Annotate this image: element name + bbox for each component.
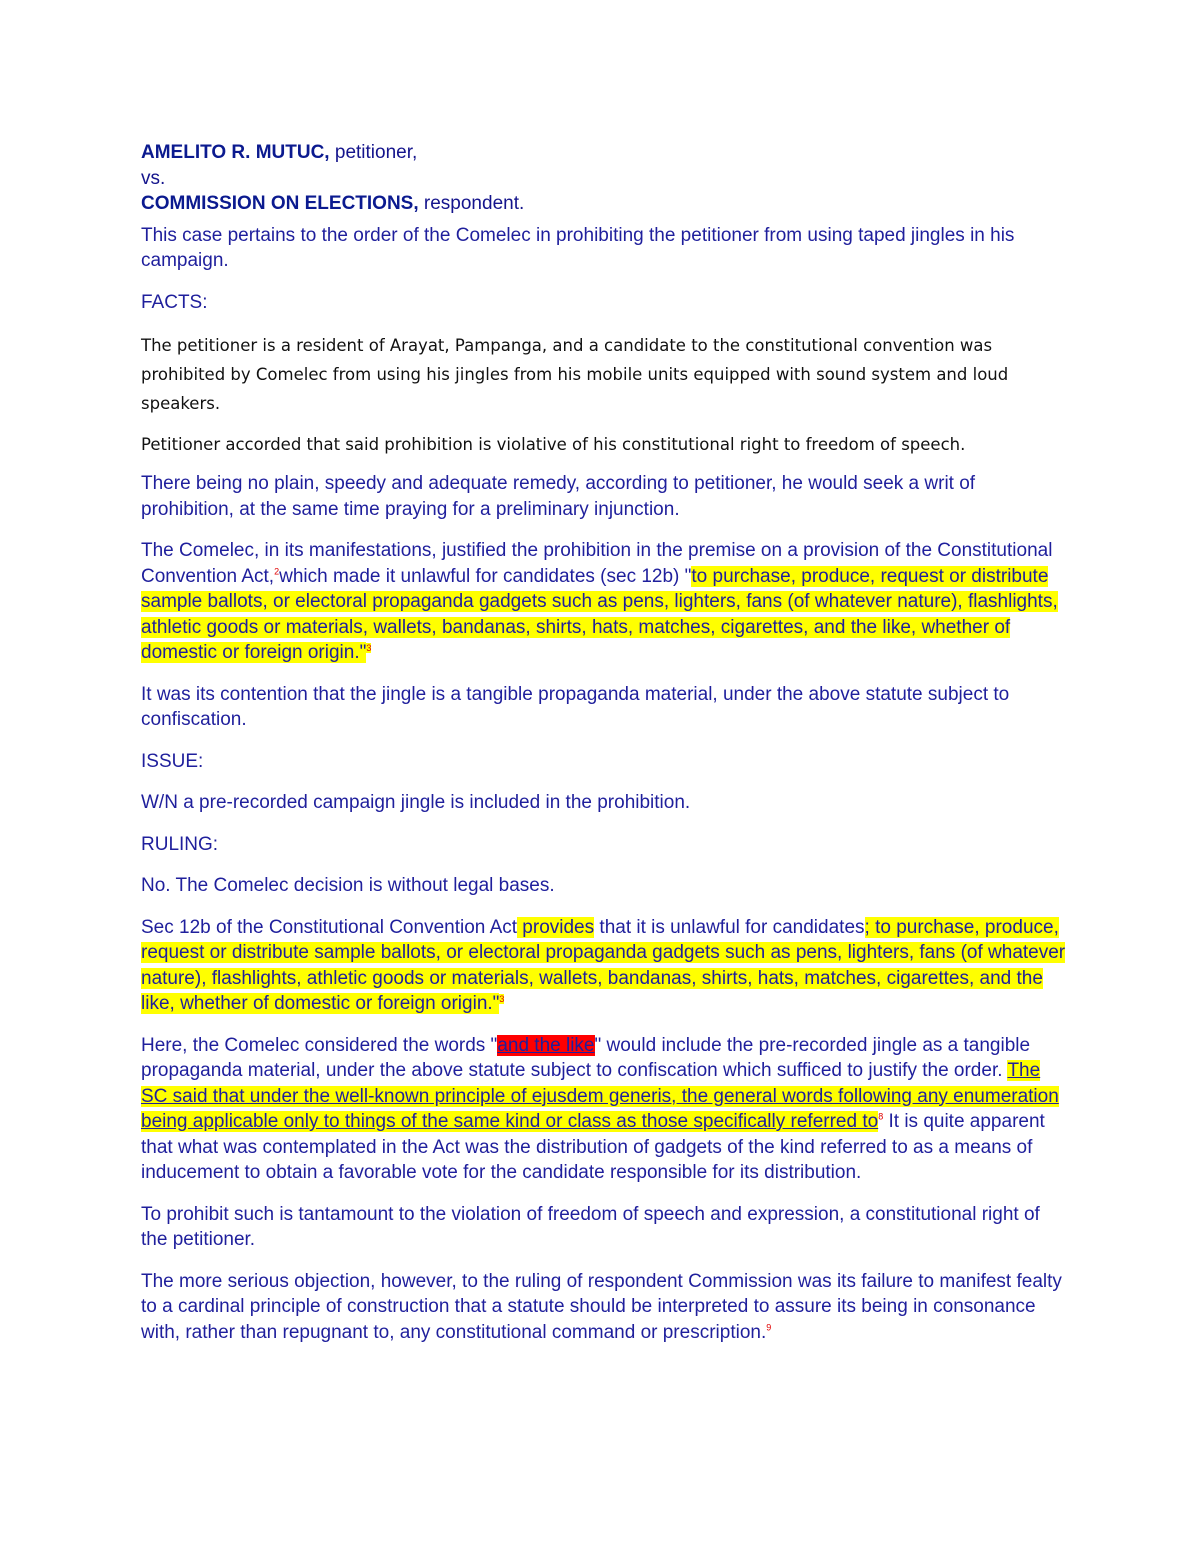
- and-the-like-highlight: and the like: [497, 1034, 595, 1056]
- case-caption: [141, 140, 1066, 217]
- ruling-p3-text-c: It is quite apparent that what was contemplated in the Act was the distribution of gadgets of the kind referred to as a means of inducement to obtain a favorable vote for the candidate responsible for its distribution.: [141, 1111, 1045, 1183]
- ruling-paragraph-1: No. The Comelec decision is without legal bases.: [141, 875, 555, 896]
- facts-heading: FACTS:: [141, 291, 208, 313]
- facts-p4-text-b: which made it unlawful for candidates (sec 12b) ": [279, 565, 692, 587]
- issue-text: W/N a pre-recorded campaign jingle is included in the prohibition.: [141, 792, 691, 813]
- footnote-marker[interactable]: 9: [766, 1322, 772, 1333]
- versus-label: vs.: [141, 167, 166, 189]
- ruling-p3-text-a: Here, the Comelec considered the words ": [141, 1034, 498, 1056]
- petitioner-name: AMELITO R. MUTUC,: [141, 142, 330, 163]
- footnote-marker[interactable]: 8: [878, 1111, 884, 1122]
- footnote-marker[interactable]: 3: [499, 993, 505, 1004]
- facts-paragraph-1: The petitioner is a resident of Arayat, Pampanga, and a candidate to the constitutional convention was prohibited by Comelec from using his jingles from his mobile units equipped with sound system and loud speakers.: [141, 336, 1009, 413]
- petitioner-role: petitioner,: [329, 142, 418, 163]
- statute-quote-highlight: to purchase, produce, request or distribute sample ballots, or electoral propaganda gadgets such as pens, lighters, fans (of whatever nature), flashlights, athletic goods or materials, wallets, bandanas, shirts, hats, matches, cigarettes, and the like, whether of domestic or foreign origin.": [141, 565, 1058, 663]
- ruling-p3-text-b: " would include the pre-recorded jingle as a tangible propaganda material, under the above statute subject to confiscation which sufficed to justify the order.: [141, 1034, 1031, 1081]
- ruling-paragraph-2: [141, 915, 1066, 1017]
- facts-p4-text-a: The Comelec, in its manifestations, justified the prohibition in the premise on a provision of the Constitutional Convention Act,: [141, 540, 1053, 587]
- provides-highlight: provides: [517, 916, 595, 938]
- document-page: [141, 140, 1066, 1361]
- ruling-paragraph-3: [141, 1033, 1066, 1186]
- ruling-p2-text-b: that it is unlawful for candidates: [594, 916, 865, 938]
- ejusdem-generis-highlight: The SC said that under the well-known principle of ejusdem generis, the general words following any enumeration being applicable only to things of the same kind or class as those specifically referred to: [141, 1060, 1059, 1132]
- intro-paragraph: This case pertains to the order of the Comelec in prohibiting the petitioner from using taped jingles in his campaign.: [141, 224, 1015, 271]
- ruling-paragraph-4: To prohibit such is tantamount to the violation of freedom of speech and expression, a constitutional right of the petitioner.: [141, 1203, 1040, 1250]
- ruling-heading: RULING:: [141, 833, 219, 855]
- respondent-name: COMMISSION ON ELECTIONS,: [141, 193, 419, 214]
- facts-paragraph-4: [141, 538, 1066, 666]
- facts-paragraph-5: It was its contention that the jingle is a tangible propaganda material, under the above statute subject to confiscation.: [141, 683, 1010, 730]
- respondent-role: respondent.: [418, 193, 525, 214]
- ruling-p5-text: The more serious objection, however, to the ruling of respondent Commission was its failure to manifest fealty to a cardinal principle of construction that a statute should be interpreted to assure its being in consonance with, rather than repugnant to, any constitutional command or prescription.: [141, 1270, 1062, 1343]
- statute-quote-highlight: ; to purchase, produce, request or distribute sample ballots, or electoral propaganda gadgets such as pens, lighters, fans (of whatever nature), flashlights, athletic goods or materials, wallets, bandanas, shirts, hats, matches, cigarettes, and the like, whether of domestic or foreign origin.": [141, 916, 1066, 1014]
- facts-paragraph-2: Petitioner accorded that said prohibition is violative of his constitutional right to freedom of speech.: [141, 435, 966, 454]
- facts-paragraph-3: There being no plain, speedy and adequate remedy, according to petitioner, he would seek a writ of prohibition, at the same time praying for a preliminary injunction.: [141, 473, 976, 520]
- footnote-marker[interactable]: 2: [274, 566, 280, 577]
- issue-heading: ISSUE:: [141, 750, 204, 772]
- ruling-paragraph-5: [141, 1269, 1066, 1346]
- ruling-p2-text-a: Sec 12b of the Constitutional Convention Act: [141, 916, 518, 938]
- footnote-marker[interactable]: 3: [366, 642, 372, 653]
